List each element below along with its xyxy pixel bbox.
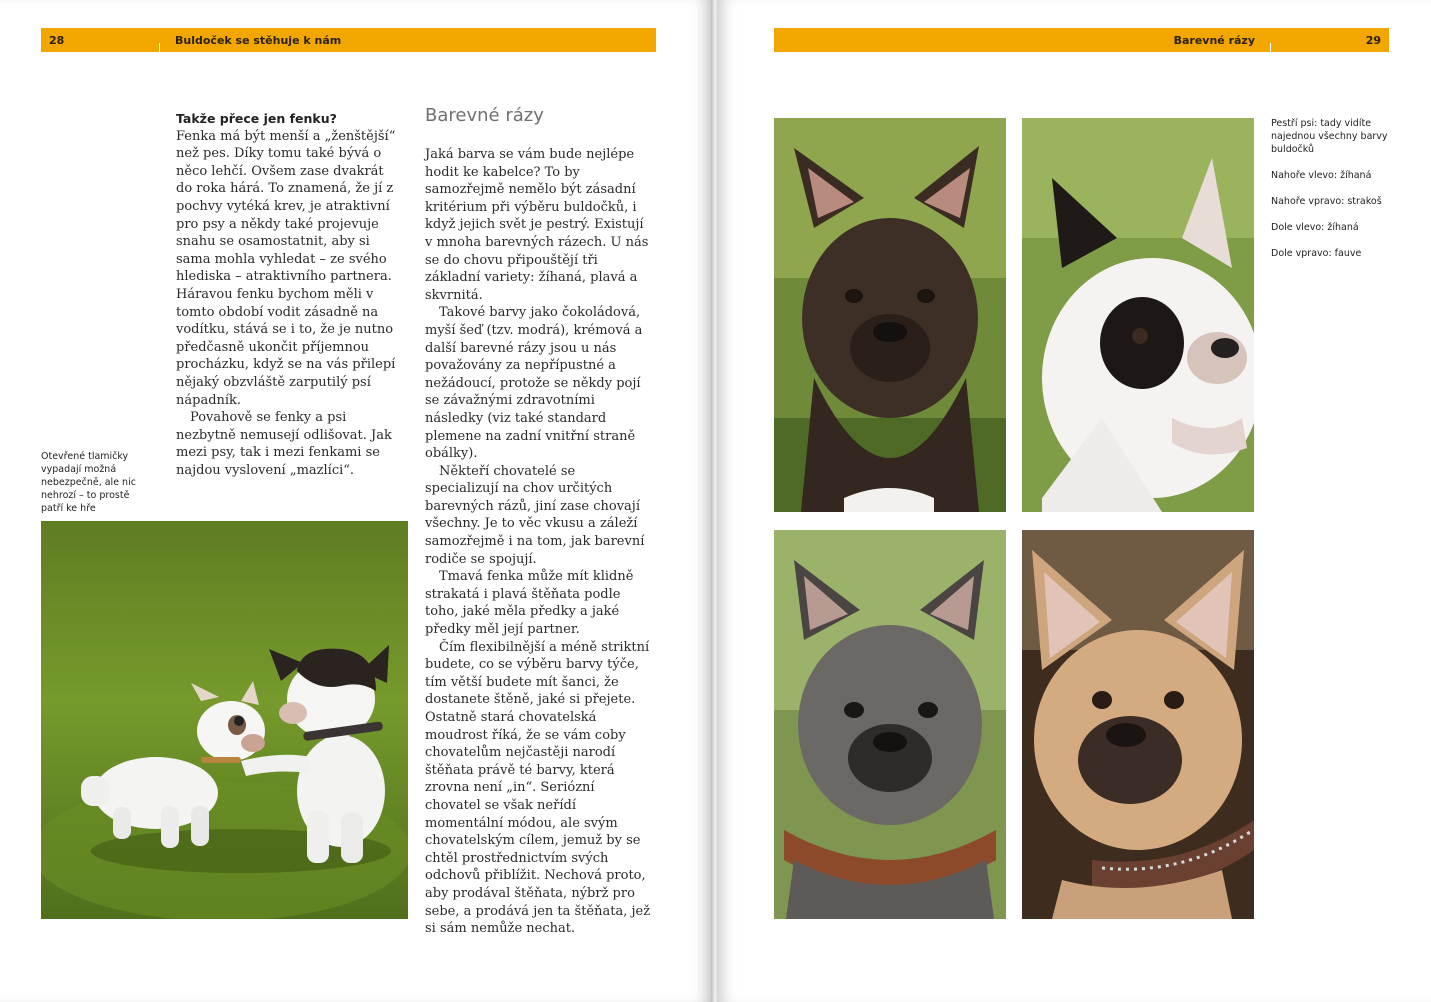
caption-bottom-left: Dole vlevo: žíhaná bbox=[1271, 222, 1359, 233]
fawn-bulldog-photo bbox=[1022, 530, 1254, 919]
photo-captions bbox=[1271, 117, 1396, 273]
paragraph: Fenka má být menší a „ženštější“ než pes. Díky tomu také bývá o něco lehčí. Ovšem zase dvakrát do roka hárá. To znamená, že jí z pochvy vytéká krev, je atraktivní pro psy a někdy také projevuje snahu se osamostatnit, aby si sama mohla vyhledat – ze svého hlediska – atraktivního partnera. Háravou fenku bychom měli v tomto období vodit zásadně na vodítku, stává se i to, že je nutno předčasně ukončit příjemnou procházku, když se na vás přilepí nějaký obzvláště zarputilý psí nápadník. bbox=[176, 128, 396, 408]
paragraph: Tmavá fenka může mít klidně strakatá i plavá štěňata podle toho, jaké měla předky a jaké předky měl její partner. bbox=[425, 569, 634, 638]
brindle-bulldog-photo bbox=[774, 118, 1006, 512]
caption-top-left: Nahoře vlevo: žíhaná bbox=[1271, 170, 1372, 181]
right-page-number: 29 bbox=[1365, 34, 1381, 47]
left-page bbox=[0, 0, 712, 1002]
section-heading: Takže přece jen fenku? bbox=[176, 111, 337, 126]
left-header-bar bbox=[41, 28, 656, 52]
caption-intro: Pestří psi: tady vidíte najednou všechny barvy buldočků bbox=[1271, 118, 1388, 155]
puppies-playing-photo bbox=[41, 521, 408, 919]
column-heading: Barevné rázy bbox=[425, 105, 544, 126]
right-header-bar bbox=[774, 28, 1389, 52]
text-column-2 bbox=[425, 146, 651, 938]
left-running-head: Buldoček se stěhuje k nám bbox=[175, 34, 342, 47]
text-column-1 bbox=[176, 110, 402, 479]
brindle-collar-bulldog-photo bbox=[774, 530, 1006, 919]
paragraph: Povahově se fenky a psi nezbytně nemusejí odlišovat. Jak mezi psy, tak i mezi fenkami se najdou vyslovení „mazlíci“. bbox=[176, 410, 392, 478]
left-page-number: 28 bbox=[49, 34, 65, 47]
pied-bulldog-photo bbox=[1022, 118, 1254, 512]
paragraph: Někteří chovatelé se specializují na chov určitých barevných rázů, jiní zase chovají všechny. Je to věc vkusu a záleží samozřejmě i na tom, jak barevní rodiče se spojují. bbox=[425, 463, 645, 567]
paragraph: Jaká barva se vám bude nejlépe hodit ke kabelce? To by samozřejmě nemělo být zásadní kritérium při výběru buldočků, i když jejich svět je pestrý. Existují v mnoha barevných rázech. U nás se do chovu připouštějí tři základní variety: žíhaná, plavá a skvrnitá. bbox=[425, 147, 649, 303]
caption-bottom-right: Dole vpravo: fauve bbox=[1271, 248, 1362, 259]
paragraph: Čím flexibilnější a méně striktní budete, co se výběru barvy týče, tím větší budete mít šanci, že dostanete štěně, jaké si přejete. Ostatně stará chovatelská moudrost říká, že se vám coby chovatelům nejčastěji narodí štěňata právě té barvy, která zrovna není „in“. Seriózní chovatel se však neřídí momentální módou, ale svým chovatelským cílem, jemuž by se chtěl prostřednictvím svých odchovů přiblížit. Nechová proto, aby prodával štěňata, nýbrž pro sebe, a prodává jen ta štěňata, jež si sám nemůže nechat. bbox=[425, 639, 651, 937]
right-page bbox=[717, 0, 1431, 1002]
paragraph: Takové barvy jako čokoládová, myší šeď (tzv. modrá), krémová a další barevné rázy jsou u nás považovány za nepřípustné a nežádoucí, protože se někdy pojí se závažnými zdravotními následky (viz také standard plemene na zadní vnitřní straně obálky). bbox=[425, 305, 643, 462]
photo-caption: Otevřené tlamičky vypadají možná nebezpečně, ale nic nehrozí – to prostě patří ke hře bbox=[41, 451, 136, 514]
right-running-head: Barevné rázy bbox=[1173, 34, 1255, 47]
caption-top-right: Nahoře vpravo: strakoš bbox=[1271, 196, 1382, 207]
